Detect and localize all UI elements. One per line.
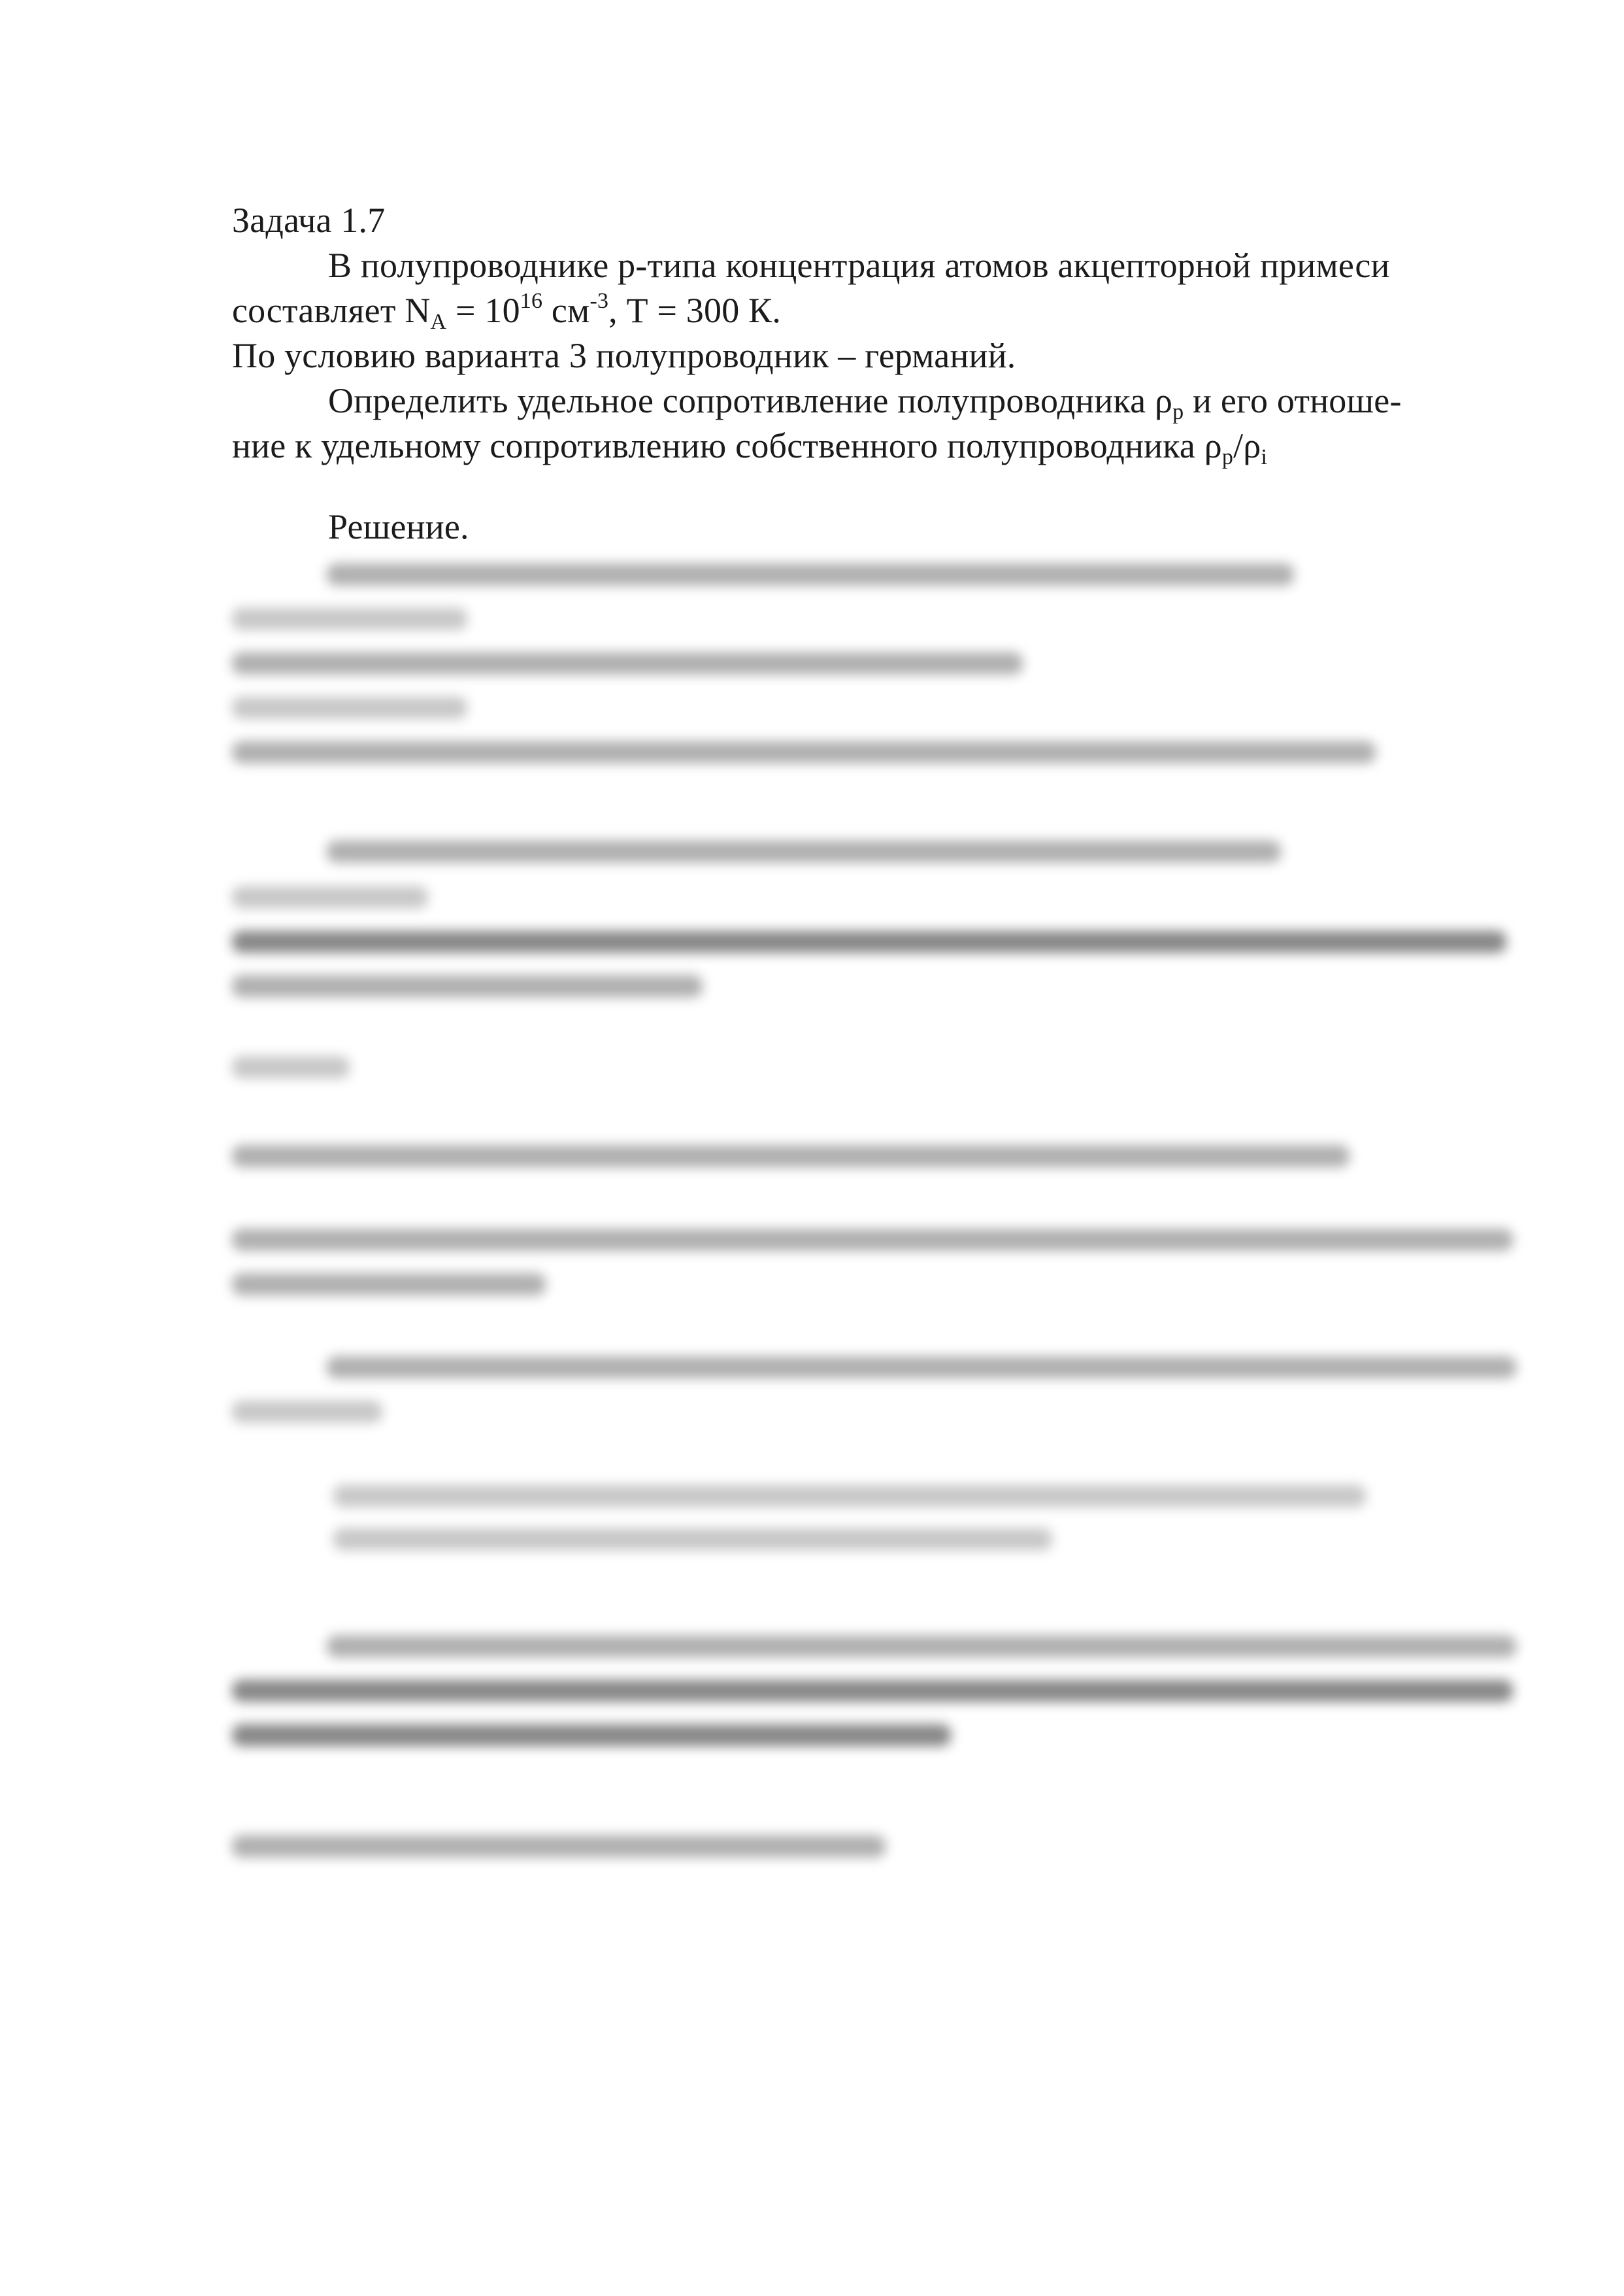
blurred-line — [232, 1724, 951, 1746]
blurred-line — [232, 1680, 1513, 1702]
blurred-line — [232, 697, 467, 719]
blurred-line — [232, 608, 467, 630]
problem-line-2: составляет $N_A = 10^{16}$ $см^{-3}$, Т = 300 К. — [232, 289, 782, 334]
blurred-line — [232, 1401, 382, 1423]
blurred-line — [232, 931, 1506, 953]
blurred-line — [232, 1835, 886, 1857]
problem-line-5: ние к удельному сопротивлению собственного полупроводника $\rho_p/\rho_i$ — [232, 426, 1268, 469]
blurred-line — [232, 1273, 546, 1295]
blurred-line — [327, 1356, 1516, 1378]
blurred-line — [327, 1635, 1516, 1657]
blurred-line — [327, 563, 1294, 586]
blurred-line — [232, 1056, 350, 1078]
blurred-line — [333, 1485, 1366, 1507]
blurred-solution-body — [222, 556, 1516, 1895]
blurred-line — [232, 1229, 1513, 1251]
problem-line-3: По условию варианта 3 полупроводник – германий. — [232, 336, 1016, 375]
problem-line-1: В полупроводнике р-типа концентрация атомов акцепторной примеси — [328, 246, 1390, 285]
blurred-line — [232, 741, 1376, 763]
blurred-line — [232, 652, 1023, 674]
blurred-line — [327, 840, 1281, 863]
blurred-line — [333, 1528, 1052, 1550]
problem-title: Задача 1.7 — [232, 201, 386, 240]
solution-heading: Решение. — [328, 507, 469, 546]
blurred-line — [232, 1145, 1350, 1167]
blurred-line — [232, 886, 428, 908]
blurred-line — [232, 975, 703, 997]
problem-line-4: Определить удельное сопротивление полупроводника $\rho_p$ и его отноше- — [328, 381, 1402, 424]
